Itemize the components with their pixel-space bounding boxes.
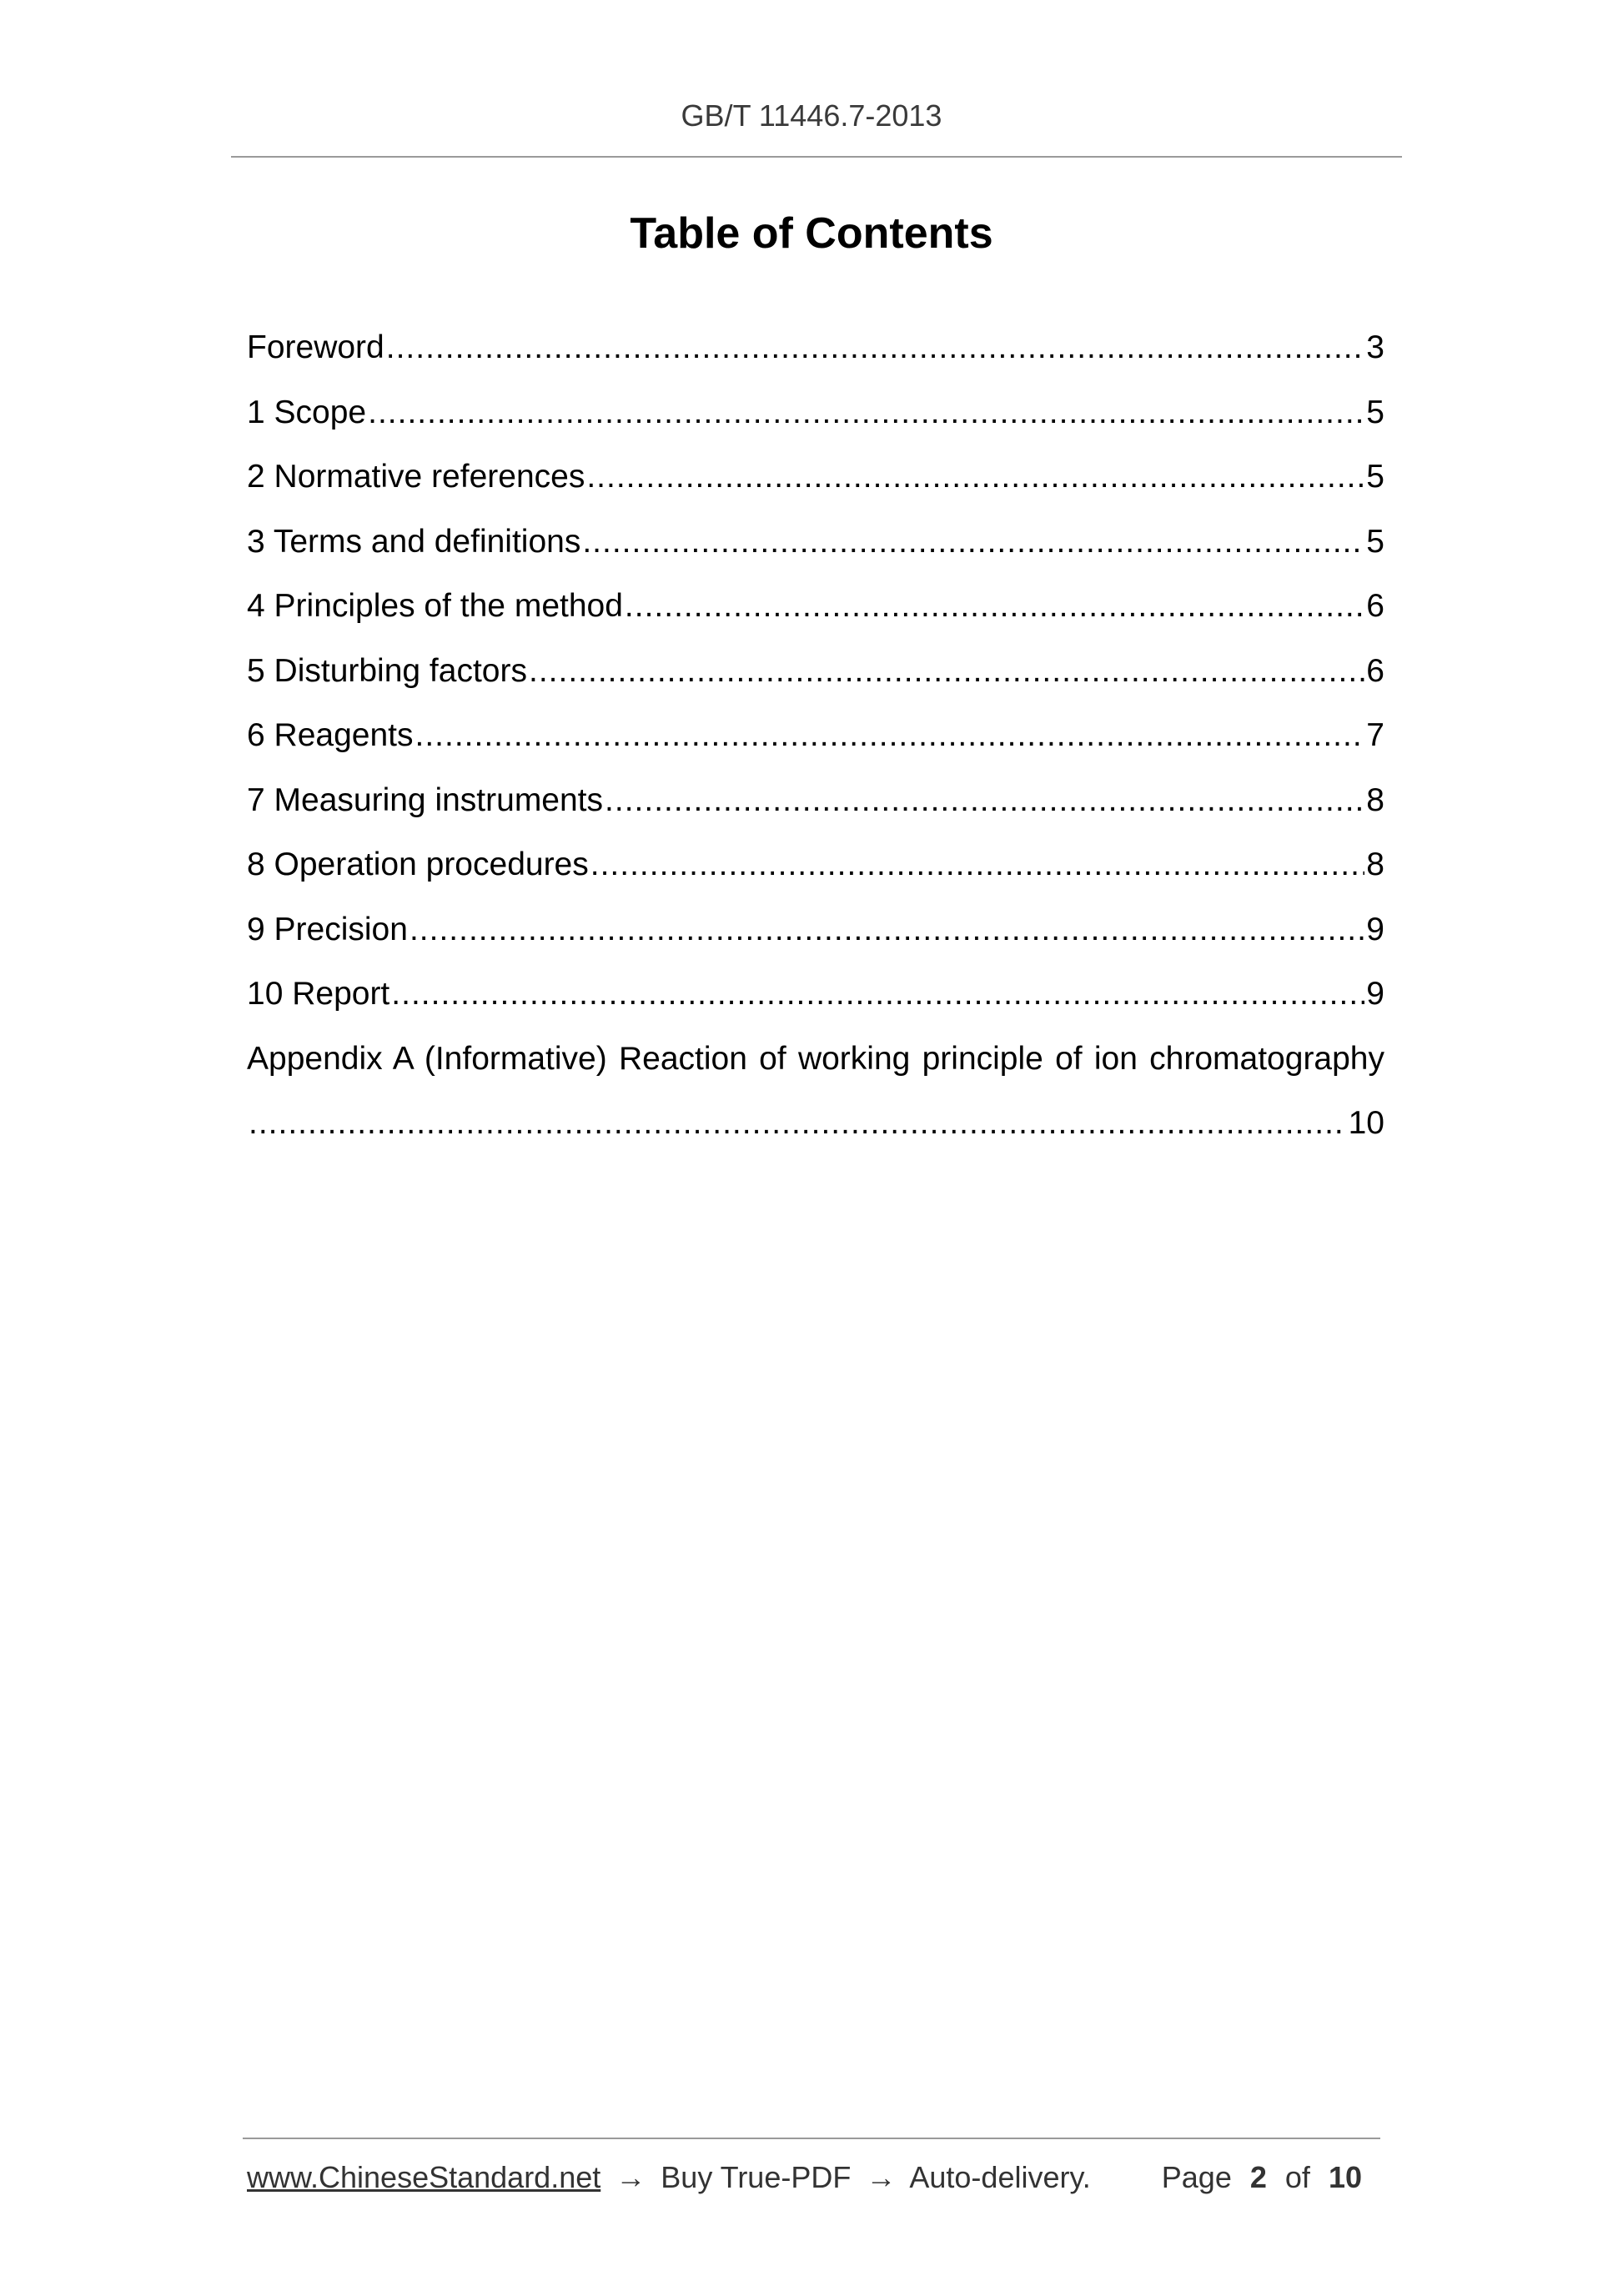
toc-entry-page: 8 bbox=[1366, 781, 1384, 818]
arrow-right-icon: → bbox=[616, 2160, 646, 2194]
toc-entry-page: 5 bbox=[1366, 394, 1384, 430]
toc-entry-label: 8 Operation procedures bbox=[247, 847, 589, 882]
toc-leader-dots bbox=[529, 653, 1364, 690]
header-divider bbox=[231, 156, 1402, 158]
toc-entry-appendix-a[interactable] bbox=[247, 1041, 1384, 1106]
toc-entry-foreword[interactable] bbox=[247, 329, 1384, 394]
toc-entry-label: 3 Terms and definitions bbox=[247, 523, 581, 560]
toc-leader-dots bbox=[582, 524, 1364, 560]
footer-buy-text: Buy True-PDF bbox=[661, 2160, 852, 2194]
toc-entry-label: 10 Report bbox=[247, 976, 390, 1012]
toc-entry-page: 9 bbox=[1366, 911, 1384, 947]
toc-leader-dots bbox=[415, 717, 1364, 754]
toc-entry-label: 1 Scope bbox=[247, 394, 367, 430]
toc-entry-reagents[interactable] bbox=[247, 717, 1384, 782]
toc-entry-page: 8 bbox=[1366, 847, 1384, 882]
toc-leader-dots bbox=[586, 459, 1364, 495]
toc-entry-measuring-instruments[interactable] bbox=[247, 782, 1384, 847]
toc-entry-page: 6 bbox=[1366, 652, 1384, 689]
toc-leader-dots bbox=[590, 847, 1365, 883]
toc-leader-dots bbox=[625, 588, 1364, 625]
footer-divider bbox=[243, 2138, 1380, 2139]
toc-entry-disturbing-factors[interactable] bbox=[247, 653, 1384, 718]
footer bbox=[247, 2160, 1376, 2195]
toc-leader-dots bbox=[605, 782, 1364, 819]
toc-leader-dots bbox=[410, 912, 1364, 948]
footer-website-link[interactable]: www.ChineseStandard.net bbox=[247, 2160, 601, 2194]
toc-entry-page: 3 bbox=[1366, 329, 1384, 365]
footer-delivery-text: Auto-delivery. bbox=[909, 2160, 1091, 2194]
toc-entry-scope[interactable] bbox=[247, 394, 1384, 460]
toc-entry-page: 7 bbox=[1366, 717, 1384, 753]
toc-entry-report[interactable] bbox=[247, 976, 1384, 1041]
toc-entry-label: 4 Principles of the method bbox=[247, 588, 623, 624]
arrow-right-icon: → bbox=[866, 2160, 897, 2194]
toc-entry-page: 5 bbox=[1366, 459, 1384, 495]
footer-page-total: 10 bbox=[1328, 2160, 1362, 2194]
footer-left bbox=[247, 2160, 1091, 2195]
toc-entry-operation-procedures[interactable] bbox=[247, 847, 1384, 912]
toc-entry-precision[interactable] bbox=[247, 912, 1384, 977]
toc-list bbox=[247, 329, 1384, 1170]
toc-entry-label: 5 Disturbing factors bbox=[247, 652, 527, 689]
toc-entry-appendix-a-page-line[interactable] bbox=[247, 1105, 1384, 1170]
toc-leader-dots bbox=[386, 329, 1365, 366]
footer-of-word: of bbox=[1284, 2160, 1310, 2194]
toc-entry-label: 7 Measuring instruments bbox=[247, 781, 604, 818]
footer-page-current: 2 bbox=[1249, 2160, 1267, 2194]
toc-leader-dots bbox=[391, 976, 1364, 1012]
toc-entry-label: Appendix A (Informative) Reaction of working principle of ion chromatography bbox=[247, 1040, 1384, 1077]
toc-entry-terms-and-definitions[interactable] bbox=[247, 524, 1384, 589]
toc-entry-label: 9 Precision bbox=[247, 911, 408, 947]
toc-leader-dots bbox=[368, 394, 1364, 431]
toc-entry-label: 2 Normative references bbox=[247, 459, 585, 495]
toc-entry-label: 6 Reagents bbox=[247, 717, 414, 753]
footer-page-word: Page bbox=[1161, 2160, 1232, 2194]
toc-entry-label: Foreword bbox=[247, 329, 384, 365]
toc-entry-page: 6 bbox=[1366, 588, 1384, 624]
toc-entry-page: 9 bbox=[1366, 976, 1384, 1012]
toc-entry-page: 10 bbox=[1348, 1105, 1384, 1141]
toc-entry-normative-references[interactable] bbox=[247, 459, 1384, 524]
toc-title: Table of Contents bbox=[630, 209, 993, 258]
toc-entry-page: 5 bbox=[1366, 523, 1384, 560]
toc-leader-dots bbox=[249, 1105, 1347, 1142]
header-doc-code: GB/T 11446.7-2013 bbox=[681, 98, 942, 133]
footer-page-indicator bbox=[1162, 2160, 1372, 2195]
toc-entry-principles[interactable] bbox=[247, 588, 1384, 653]
